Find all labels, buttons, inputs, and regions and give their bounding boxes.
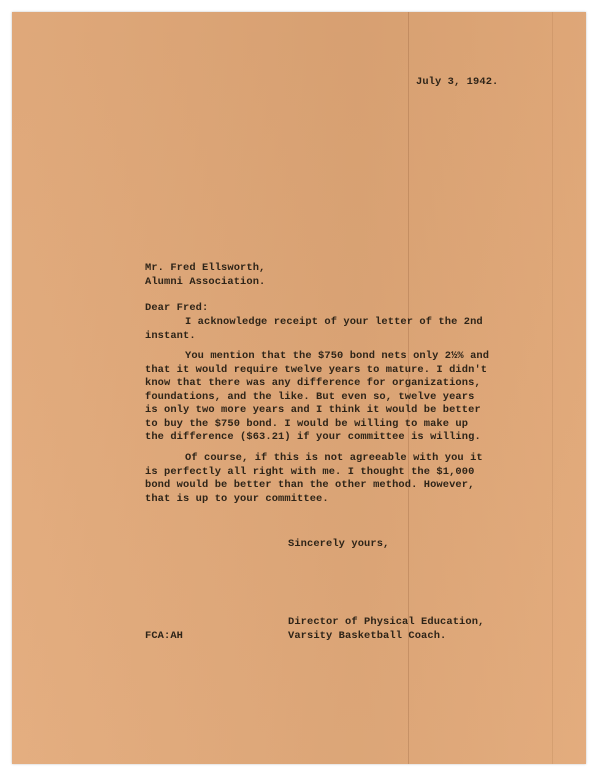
letter-date: July 3, 1942. [416, 76, 499, 88]
recipient-organization: Alumni Association. [145, 276, 266, 288]
body-paragraph-1: I acknowledge receipt of your letter of the 2nd instant. [145, 316, 483, 342]
recipient-name: Mr. Fred Ellsworth, [145, 262, 266, 274]
typist-initials: FCA:AH [145, 630, 184, 642]
signature-title-2: Varsity Basketball Coach. [288, 630, 447, 642]
salutation: Dear Fred: [145, 302, 209, 314]
closing: Sincerely yours, [288, 538, 390, 550]
body-paragraph-3: Of course, if this is not agreeable with you it is perfectly all right with me. I thought the $1,000 bond would be better than the other method. However, that is up to your committee. [145, 452, 483, 505]
signature-title-1: Director of Physical Education, [288, 616, 485, 628]
body-paragraph-2: You mention that the $750 bond nets only 2½% and that it would require twelve years to mature. I didn't know that there was any difference for organizations, foundations, and the like. But even so, twelve years is only two more years and I think it would be better to buy the $750 bond. I would be willing to make up the difference ($63.21) if your committee is willing. [145, 350, 490, 443]
letter-page [12, 12, 586, 764]
paper-crease [552, 12, 553, 764]
